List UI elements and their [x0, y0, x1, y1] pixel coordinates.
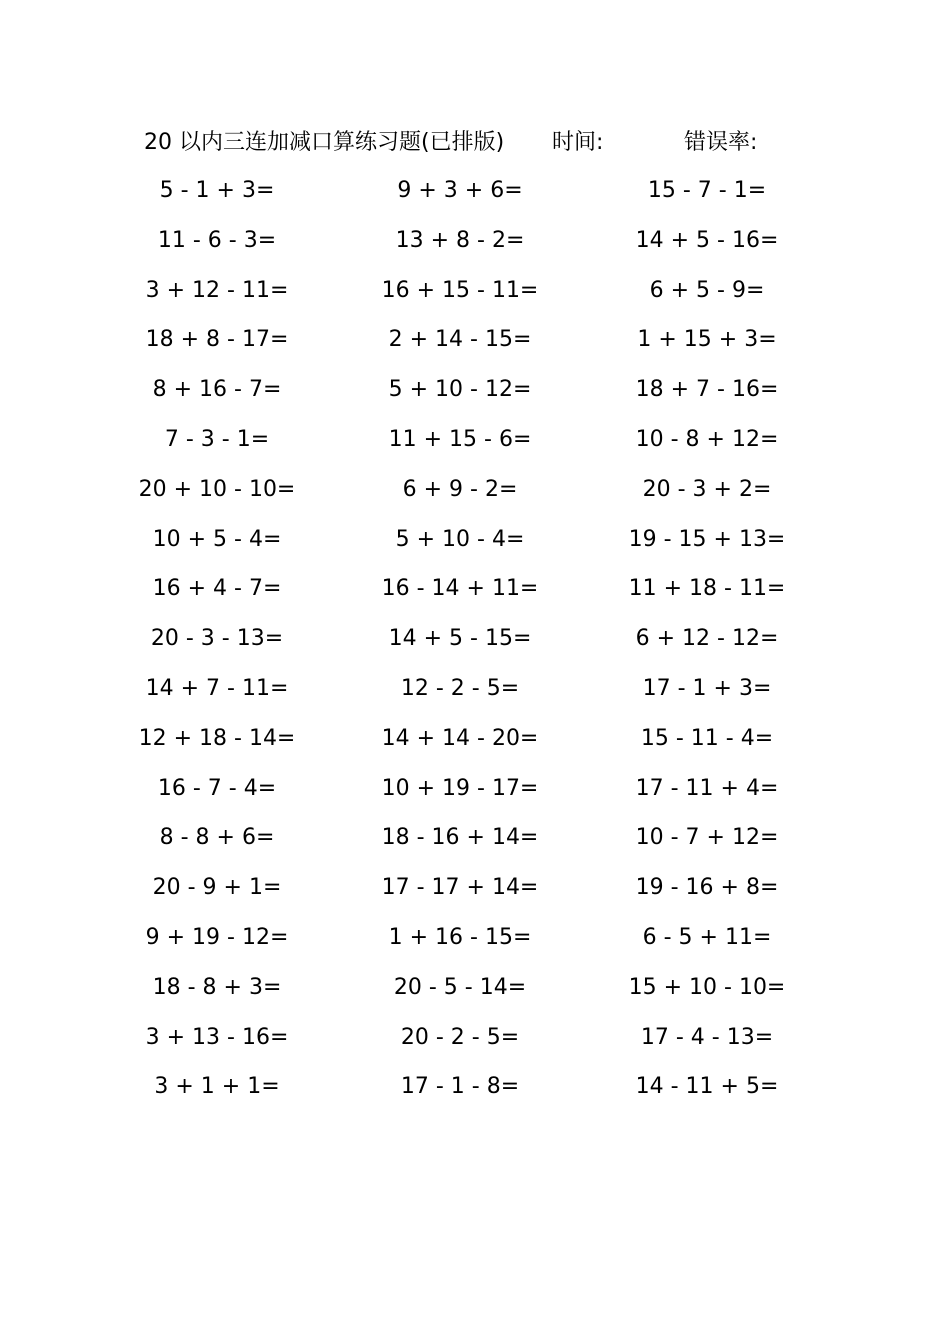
problem: 1 + 16 - 15=: [388, 924, 532, 950]
problem: 20 - 3 + 2=: [642, 476, 772, 502]
problem: 18 - 8 + 3=: [152, 974, 282, 1000]
problem-column-3: [592, 173, 822, 1119]
problem: 10 + 19 - 17=: [381, 775, 539, 801]
problem: 5 + 10 - 12=: [388, 377, 532, 403]
problem: 3 + 12 - 11=: [145, 277, 289, 303]
problem: 8 + 16 - 7=: [152, 377, 282, 403]
problem: 17 - 11 + 4=: [635, 775, 779, 801]
worksheet-header: [144, 126, 844, 160]
problem: 17 - 4 - 13=: [640, 1024, 774, 1050]
problem: 17 - 17 + 14=: [381, 875, 539, 901]
problem: 14 - 11 + 5=: [635, 1074, 779, 1100]
problem: 9 + 3 + 6=: [397, 178, 523, 203]
problem: 20 - 2 - 5=: [400, 1024, 520, 1050]
problem: 20 + 10 - 10=: [138, 476, 296, 502]
problem: 1 + 15 + 3=: [637, 327, 777, 353]
problem: 15 + 10 - 10=: [628, 974, 786, 1000]
problem: 10 - 8 + 12=: [635, 426, 779, 452]
problem: 19 - 15 + 13=: [628, 526, 786, 552]
problem: 8 - 8 + 6=: [159, 825, 275, 851]
problem: 3 + 13 - 16=: [145, 1024, 289, 1050]
problem: 14 + 5 - 15=: [388, 626, 532, 652]
problem: 14 + 7 - 11=: [145, 675, 289, 701]
problem: 20 - 9 + 1=: [152, 875, 282, 901]
time-label: 时间:: [552, 130, 604, 155]
problem: 18 + 7 - 16=: [635, 377, 779, 403]
problem: 11 + 15 - 6=: [388, 426, 532, 452]
problem: 15 - 11 - 4=: [640, 725, 774, 751]
problem: 16 + 4 - 7=: [152, 576, 282, 602]
problem: 16 - 7 - 4=: [157, 775, 277, 801]
problem: 12 + 18 - 14=: [138, 725, 296, 751]
problem: 20 - 3 - 13=: [150, 626, 284, 652]
problem: 12 - 2 - 5=: [400, 675, 520, 701]
problem: 14 + 14 - 20=: [381, 725, 539, 751]
problem: 11 + 18 - 11=: [628, 576, 786, 602]
problem: 17 - 1 - 8=: [400, 1074, 520, 1100]
problem: 9 + 19 - 12=: [145, 924, 289, 950]
problem: 16 - 14 + 11=: [381, 576, 539, 602]
problem: 17 - 1 + 3=: [642, 675, 772, 701]
problem-column-2: [345, 173, 575, 1119]
problem: 7 - 3 - 1=: [164, 426, 270, 452]
problem: 6 + 5 - 9=: [649, 277, 765, 303]
problem: 14 + 5 - 16=: [635, 227, 779, 253]
problem: 20 - 5 - 14=: [393, 974, 527, 1000]
problem: 2 + 14 - 15=: [388, 327, 532, 353]
problem: 3 + 1 + 1=: [154, 1074, 280, 1100]
error-rate-label: 错误率:: [684, 130, 758, 155]
problem: 6 + 9 - 2=: [402, 476, 518, 502]
problem: 18 + 8 - 17=: [145, 327, 289, 353]
problem: 16 + 15 - 11=: [381, 277, 539, 303]
problem: 10 + 5 - 4=: [152, 526, 282, 552]
problem: 5 + 10 - 4=: [395, 526, 525, 552]
problem: 15 - 7 - 1=: [647, 178, 767, 203]
problem: 13 + 8 - 2=: [395, 227, 525, 253]
problem: 18 - 16 + 14=: [381, 825, 539, 851]
problem: 6 + 12 - 12=: [635, 626, 779, 652]
problem: 10 - 7 + 12=: [635, 825, 779, 851]
problem: 19 - 16 + 8=: [635, 875, 779, 901]
worksheet-title: 20 以内三连加减口算练习题(已排版): [144, 130, 505, 155]
problem: 11 - 6 - 3=: [157, 227, 277, 253]
problem: 5 - 1 + 3=: [159, 178, 275, 203]
problem-column-1: [102, 173, 332, 1119]
problem: 6 - 5 + 11=: [642, 924, 772, 950]
